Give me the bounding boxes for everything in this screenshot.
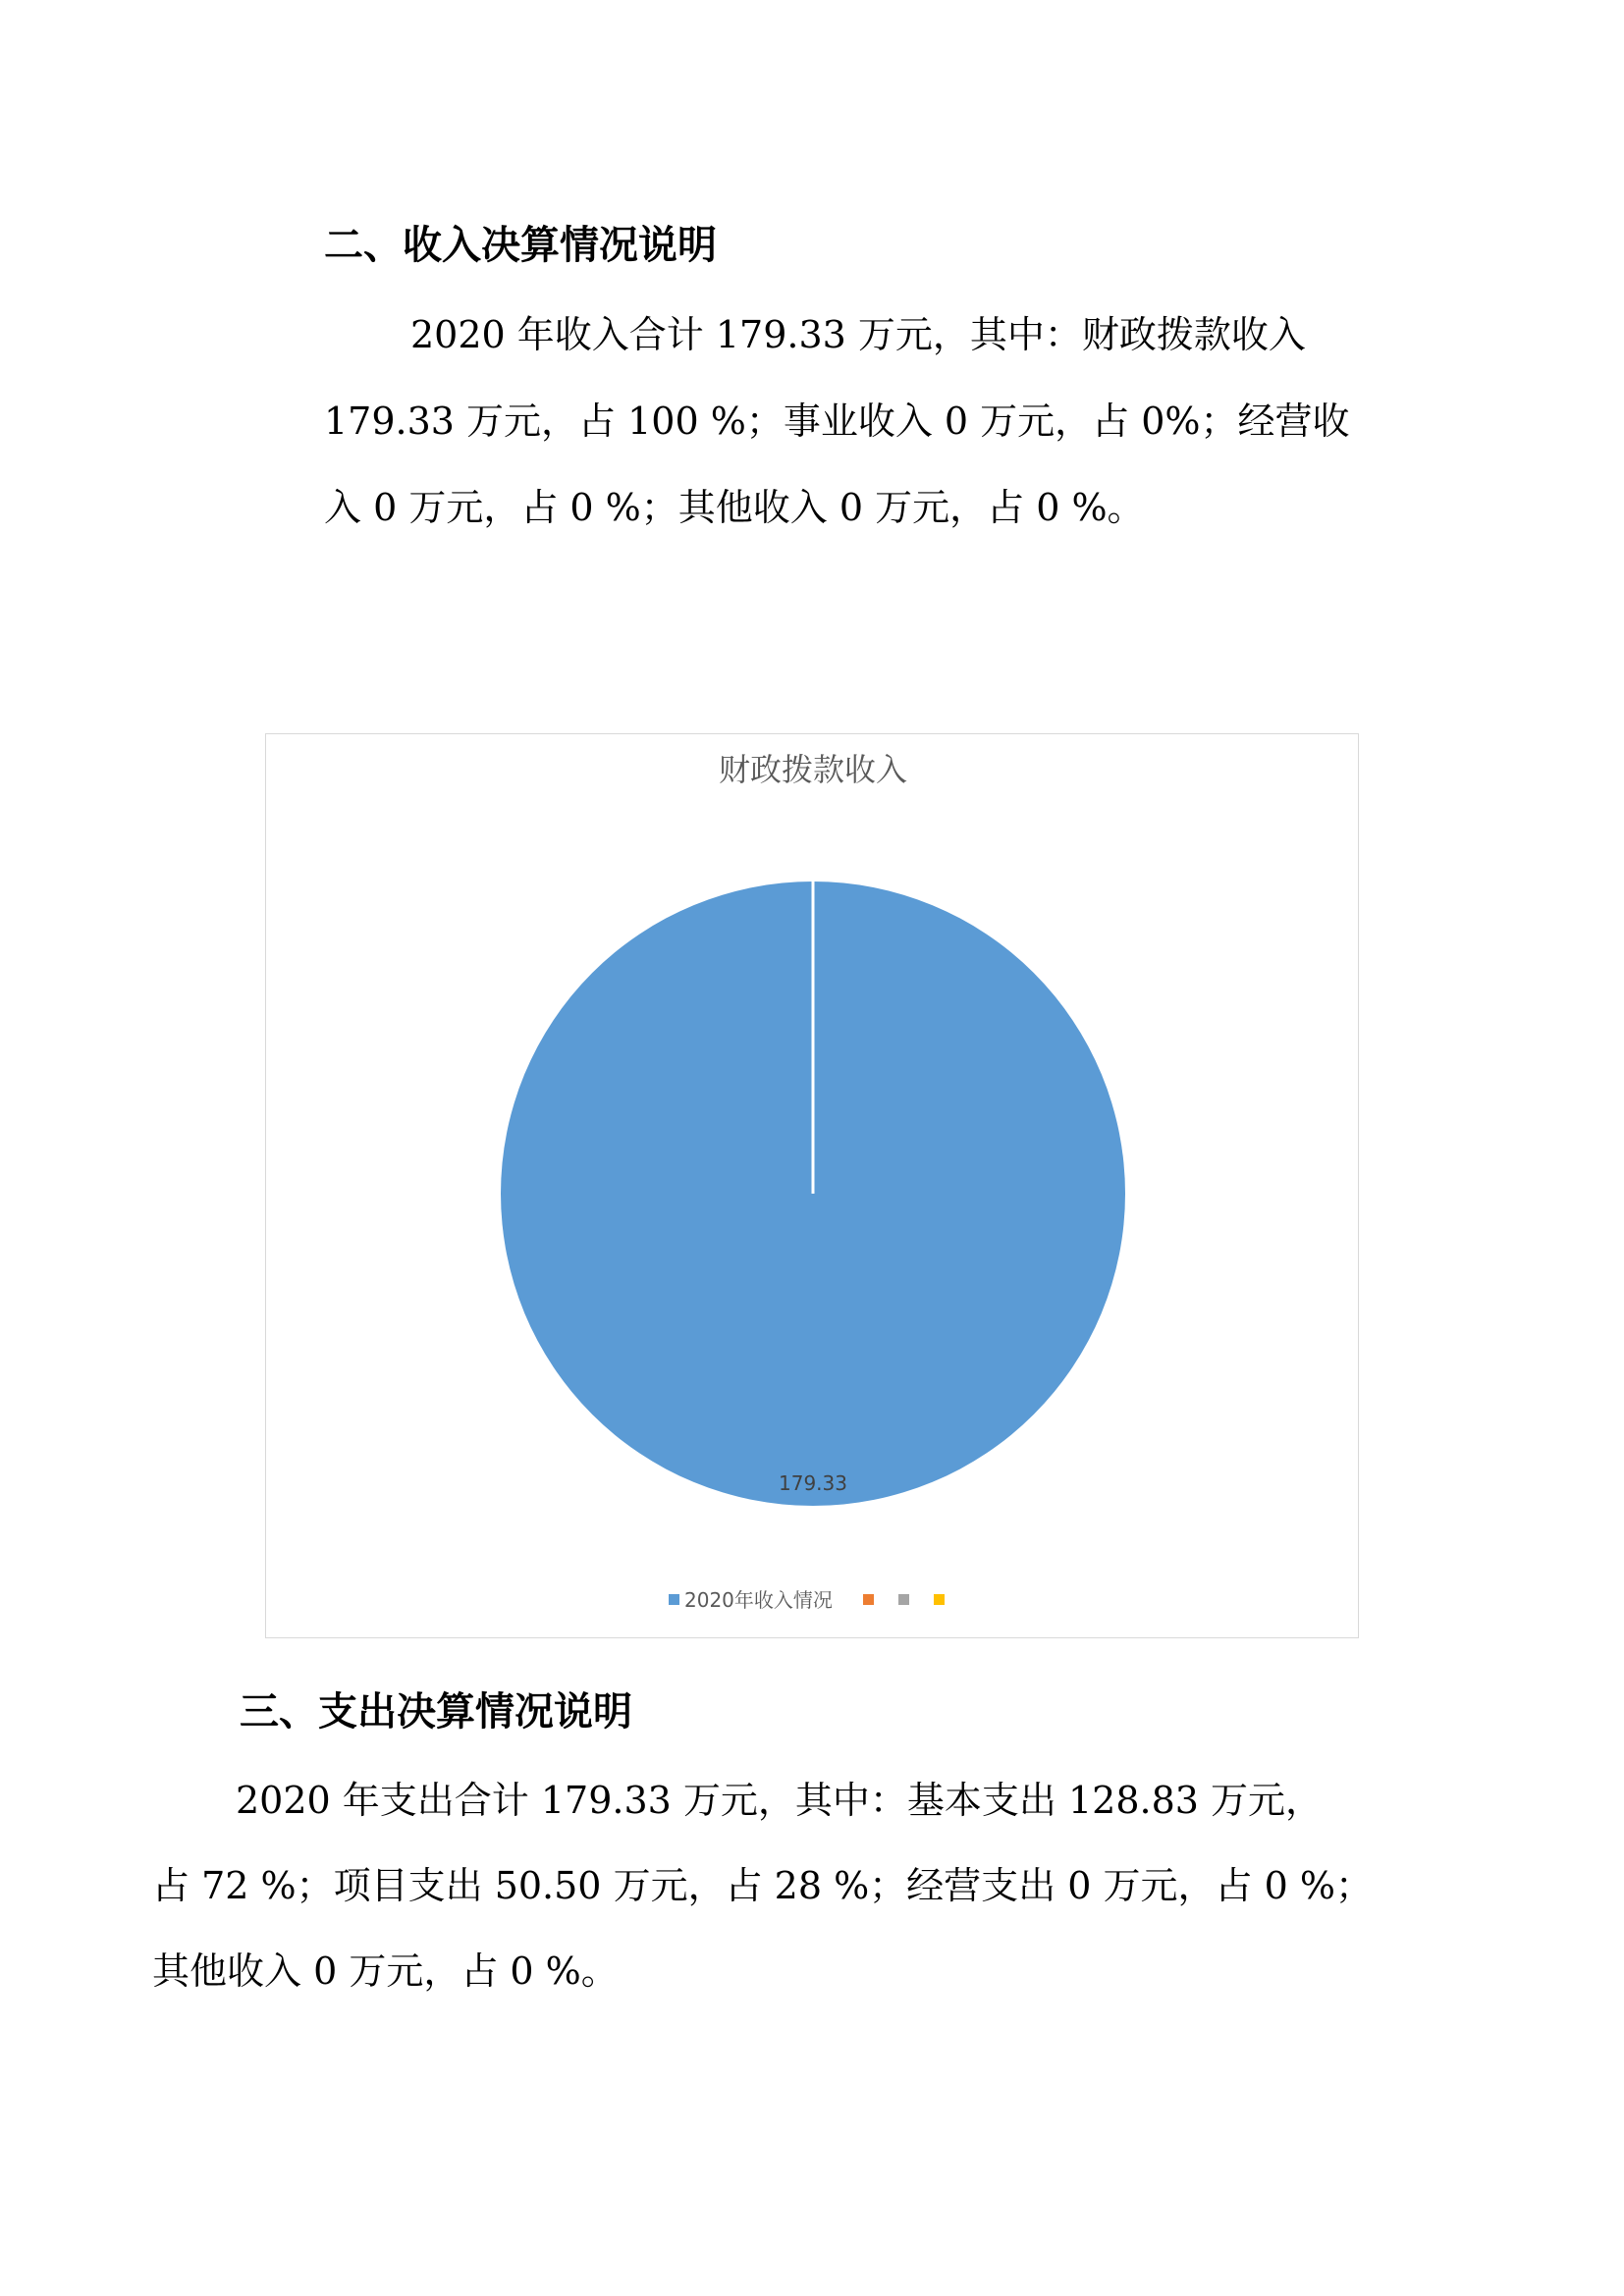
- legend-label: 2020年收入情况: [684, 1588, 833, 1612]
- paragraph-line: 2020 年支出合计 179.33 万元，其中：基本支出 128.83 万元，: [236, 1779, 1324, 1822]
- data-label: 179.33: [779, 1471, 847, 1495]
- paragraph-line: 入 0 万元，占 0 %；其他收入 0 万元，占 0 %。: [324, 486, 1145, 529]
- paragraph-line: 占 72 %；项目支出 50.50 万元，占 28 %；经营支出 0 万元，占 0 %；: [152, 1864, 1373, 1907]
- legend-swatch: [669, 1594, 679, 1605]
- chart-title: 财政拨款收入: [718, 751, 908, 788]
- income-pie-chart: [265, 733, 1359, 1638]
- legend-swatch: [934, 1594, 945, 1605]
- paragraph-line: 2020 年收入合计 179.33 万元，其中：财政拨款收入: [410, 313, 1306, 356]
- section2-heading: 二、收入决算情况说明: [324, 223, 717, 268]
- legend-swatch: [898, 1594, 909, 1605]
- section3-heading: 三、支出决算情况说明: [240, 1689, 632, 1735]
- paragraph-line: 179.33 万元，占 100 %；事业收入 0 万元，占 0%；经营收: [324, 400, 1350, 443]
- legend-swatch: [863, 1594, 874, 1605]
- paragraph-line: 其他收入 0 万元，占 0 %。: [152, 1949, 619, 1993]
- pie-chart-svg: [266, 734, 1360, 1639]
